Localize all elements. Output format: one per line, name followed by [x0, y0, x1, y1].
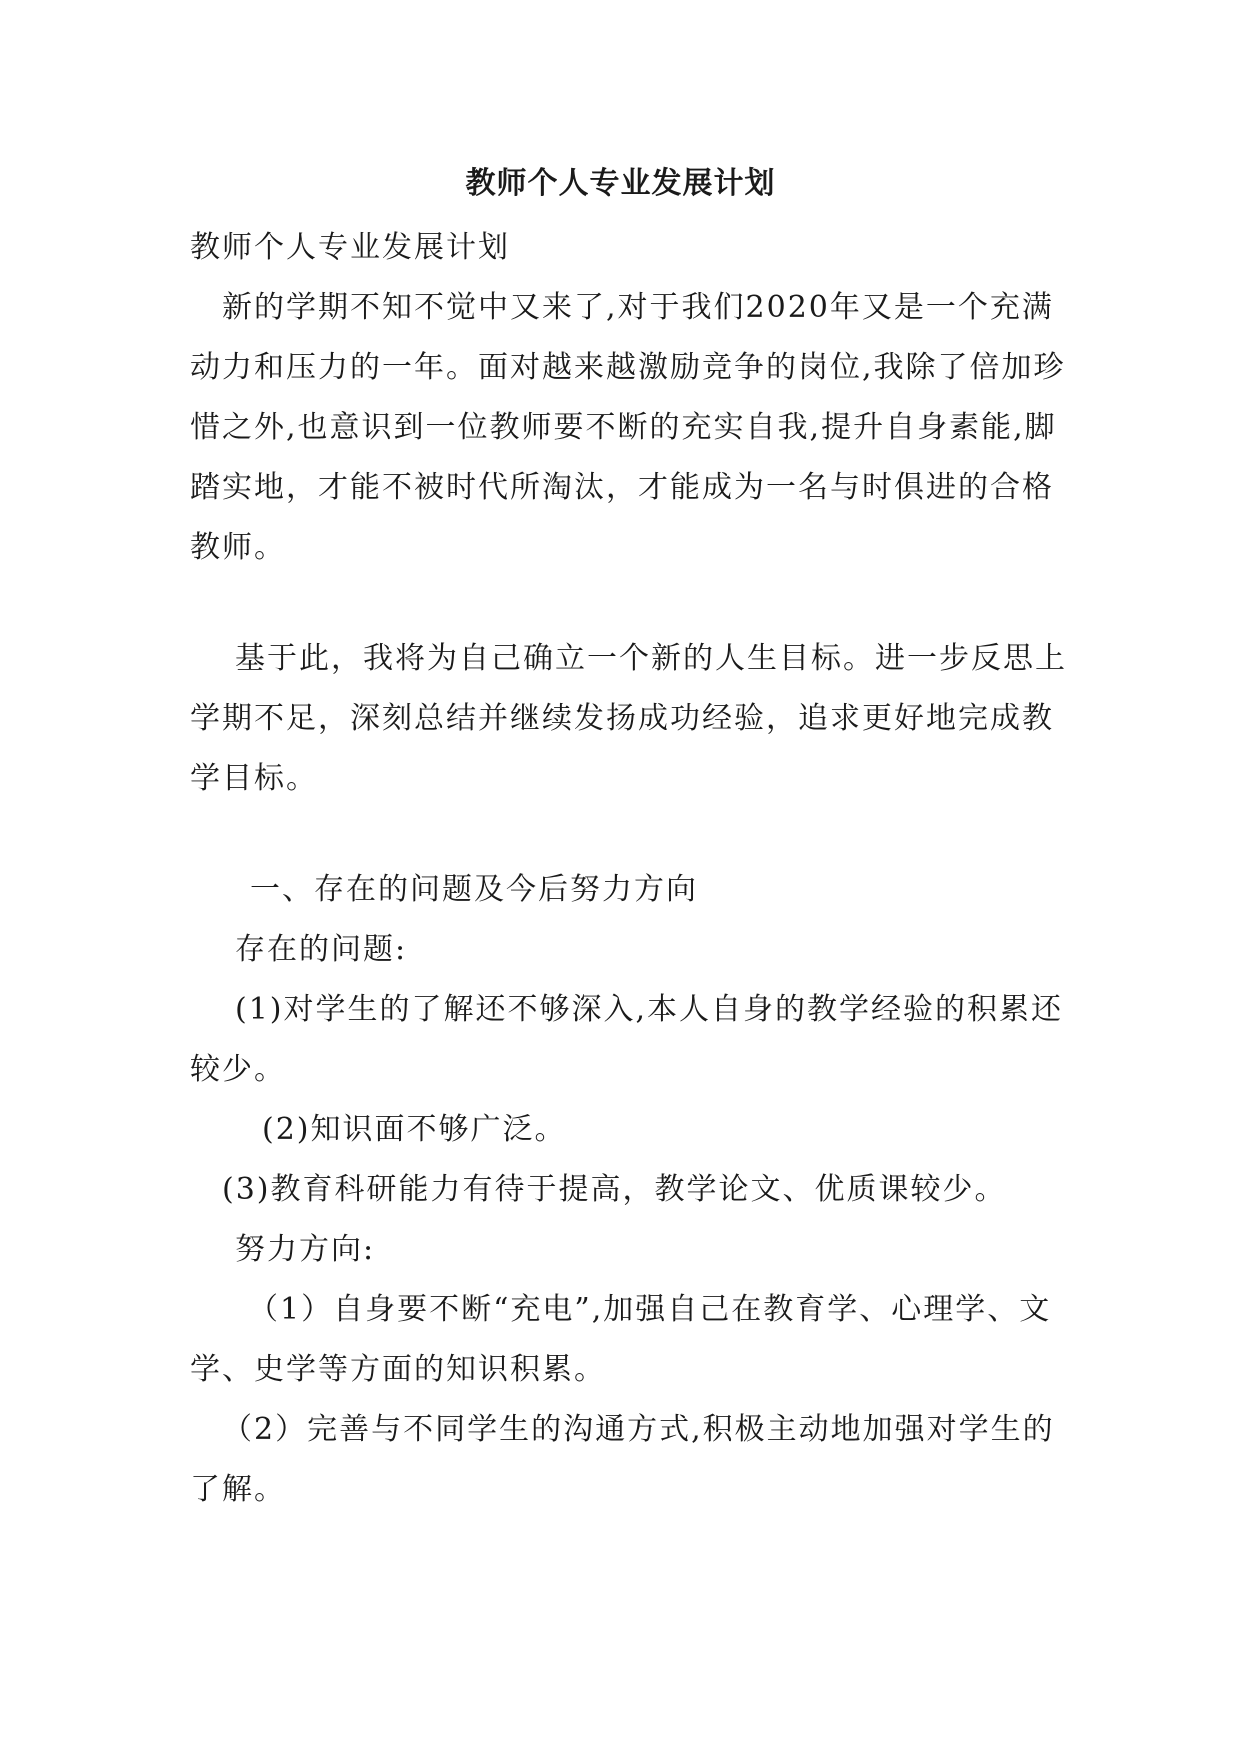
direction-1-line-1: （1）自身要不断“充电”,加强自己在教育学、心理学、文 [248, 1292, 1052, 1327]
subtitle-line: 教师个人专业发展计划 [190, 230, 510, 265]
direction-1-line-2: 学、史学等方面的知识积累。 [190, 1352, 606, 1387]
paragraph-2-line-1: 基于此，我将为自己确立一个新的人生目标。进一步反思上 [235, 641, 1067, 676]
problem-1-line-1: (1)对学生的了解还不够深入,本人自身的教学经验的积累还 [235, 992, 1064, 1027]
paragraph-1-line-4: 踏实地，才能不被时代所淘汰，才能成为一名与时俱进的合格 [190, 470, 1054, 505]
section-heading: 一、存在的问题及今后努力方向 [250, 872, 698, 907]
document-title: 教师个人专业发展计划 [465, 166, 776, 201]
problem-1-line-2: 较少。 [190, 1052, 286, 1087]
paragraph-1-line-5: 教师。 [190, 530, 286, 565]
paragraph-1-line-3: 惜之外,也意识到一位教师要不断的充实自我,提升自身素能,脚 [190, 410, 1057, 445]
direction-2-line-2: 了解。 [190, 1472, 286, 1507]
paragraph-2-line-2: 学期不足，深刻总结并继续发扬成功经验，追求更好地完成教 [190, 701, 1054, 736]
problems-heading: 存在的问题: [235, 932, 408, 967]
directions-heading: 努力方向: [235, 1232, 376, 1267]
paragraph-1-line-1: 新的学期不知不觉中又来了,对于我们2020年又是一个充满 [222, 290, 1054, 325]
problem-2: (2)知识面不够广泛。 [262, 1112, 567, 1147]
paragraph-2-line-3: 学目标。 [190, 761, 318, 796]
problem-3: (3)教育科研能力有待于提高，教学论文、优质课较少。 [222, 1172, 1007, 1207]
direction-2-line-1: （2）完善与不同学生的沟通方式,积极主动地加强对学生的 [222, 1412, 1055, 1447]
paragraph-1-line-2: 动力和压力的一年。面对越来越激励竞争的岗位,我除了倍加珍 [190, 350, 1066, 385]
